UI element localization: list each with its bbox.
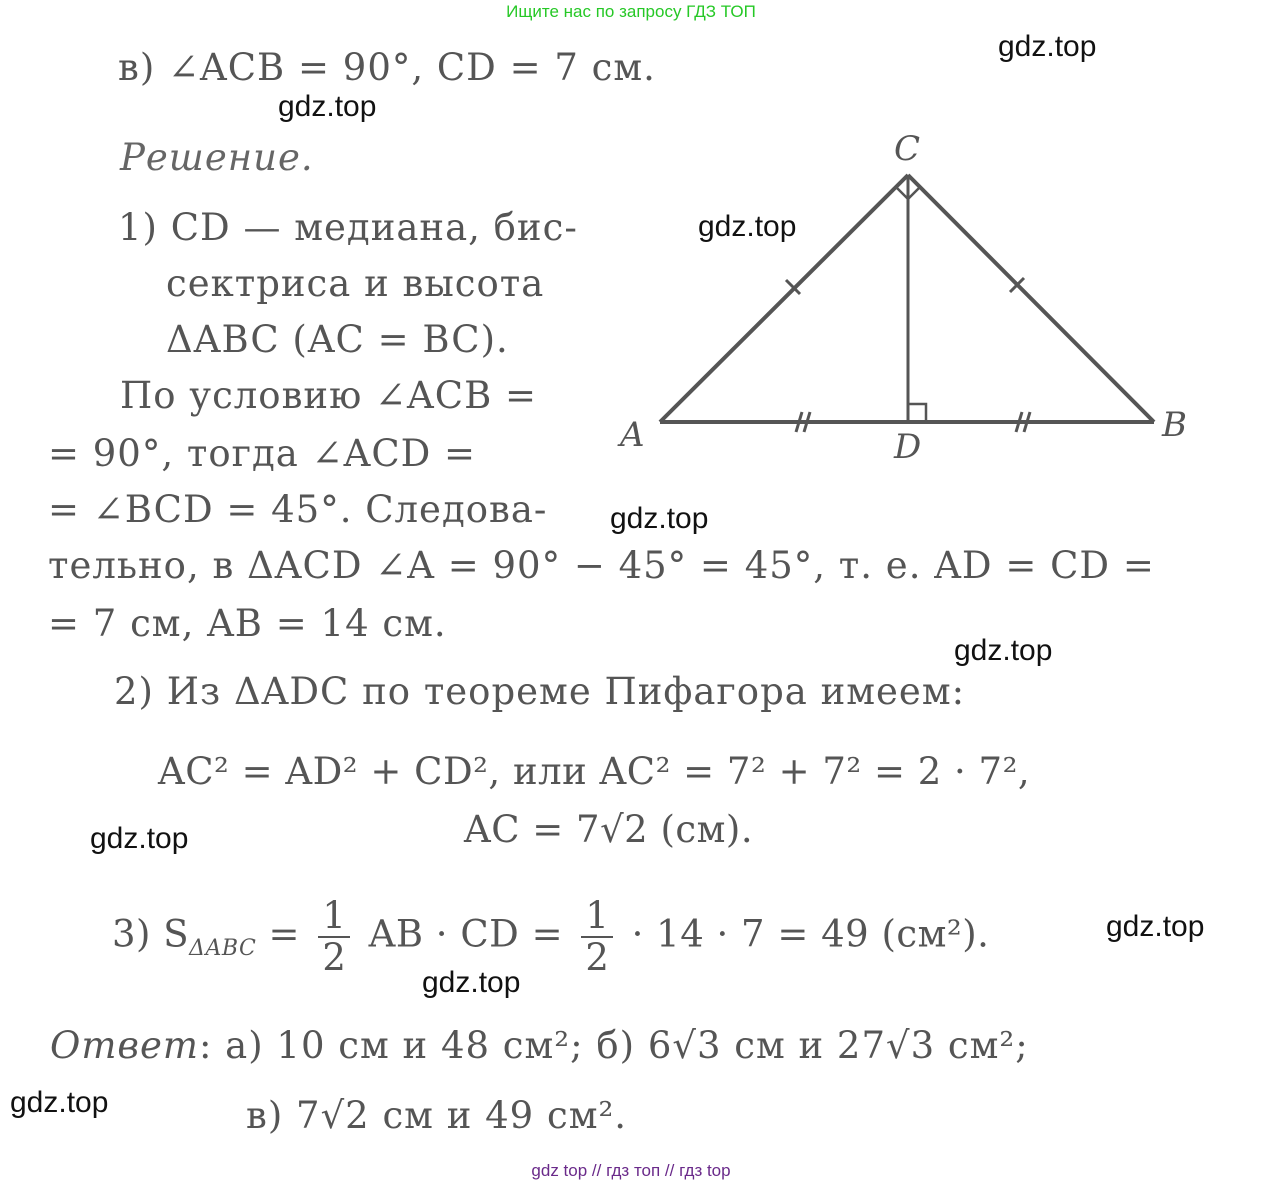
side-ac: [660, 175, 908, 422]
watermark: gdz.top: [698, 210, 797, 243]
problem-condition: в) ∠ACB = 90°, CD = 7 см.: [118, 46, 656, 89]
right-angle-d-icon: [908, 404, 926, 422]
label-c: C: [894, 129, 921, 169]
watermark: gdz.top: [610, 502, 709, 535]
fraction-one-half: $\frac{1}{2}$: [318, 896, 350, 978]
label-b: B: [1162, 405, 1187, 445]
fraction-one-half: $\frac{1}{2}$: [581, 896, 613, 978]
label-d: D: [894, 427, 922, 467]
triangle-figure: [600, 120, 1220, 480]
label-a: A: [620, 415, 645, 455]
watermark: gdz.top: [278, 90, 377, 123]
pythagoras-formula: AC² = AD² + CD², или AC² = 7² + 7² = 2 · 7²,: [158, 750, 1031, 793]
area-prefix: 3) S: [112, 912, 190, 956]
answer-line: [50, 1024, 1029, 1067]
answer-line-2: в) 7√2 см и 49 см².: [246, 1094, 628, 1137]
step1-line: сектриса и высота: [166, 262, 545, 305]
side-bc: [908, 175, 1154, 422]
step1-line: = ∠BCD = 45°. Следова-: [48, 488, 548, 531]
answer-text: : а) 10 см и 48 см²; б) 6√3 см и 27√3 см²;: [198, 1024, 1029, 1067]
area-end: · 14 · 7 = 49 (см²).: [631, 912, 990, 956]
area-subscript: ΔABC: [189, 935, 257, 961]
step1-line: = 7 см, AB = 14 см.: [48, 602, 447, 645]
area-formula: [112, 896, 989, 978]
watermark: gdz.top: [998, 30, 1097, 63]
watermark: gdz.top: [422, 966, 521, 999]
watermark: gdz.top: [90, 822, 189, 855]
area-mid: AB · CD =: [368, 912, 564, 956]
footer-links[interactable]: gdz top // гдз топ // гдз top: [531, 1161, 731, 1180]
step1-line: = 90°, тогда ∠ACD =: [48, 432, 477, 475]
equals: =: [268, 912, 301, 956]
ac-result: AC = 7√2 (см).: [464, 808, 754, 851]
search-banner[interactable]: Ищите нас по запросу ГДЗ ТОП: [506, 2, 756, 21]
step2-intro: 2) Из ΔADC по теореме Пифагора имеем:: [114, 670, 966, 713]
watermark: gdz.top: [10, 1086, 109, 1119]
solution-heading: Решение.: [120, 136, 314, 179]
step1-line: По условию ∠ACB =: [120, 374, 538, 417]
watermark: gdz.top: [1106, 910, 1205, 943]
step1-line: ΔABC (AC = BC).: [166, 318, 509, 361]
answer-label: Ответ: [50, 1024, 199, 1067]
step1-line: 1) CD — медиана, бис-: [118, 206, 578, 249]
watermark: gdz.top: [954, 634, 1053, 667]
step1-line: тельно, в ΔACD ∠A = 90° − 45° = 45°, т. е. AD = CD =: [48, 544, 1155, 587]
